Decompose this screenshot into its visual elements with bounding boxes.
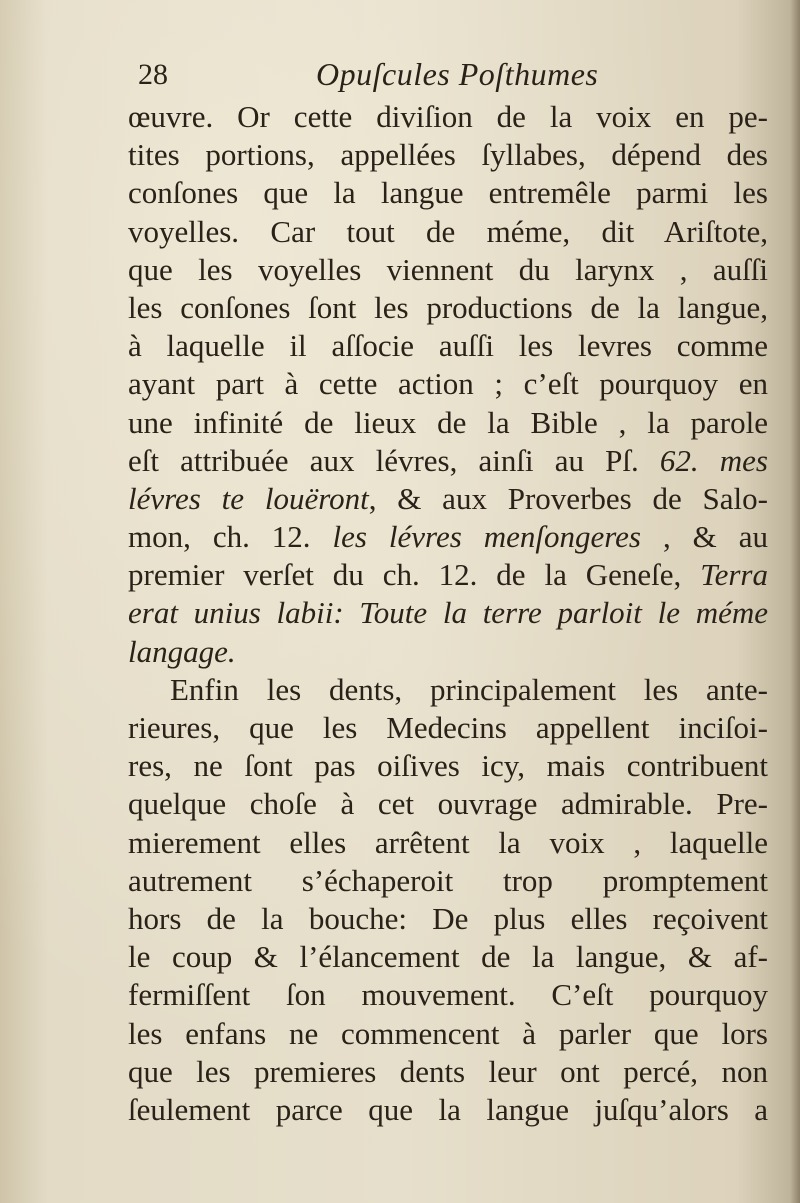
page-number: 28 (138, 58, 168, 91)
text-segment: œuvre. Or cette diviſion de la voix en pe- (128, 99, 768, 134)
text-segment: eſt attribuée aux lévres, ainſi au Pſ. (128, 442, 660, 478)
text-line (128, 1015, 768, 1053)
italic-text: les lévres menſongeres (332, 519, 641, 555)
text-segment: hors de la bouche: De plus elles reçoivent (128, 900, 768, 936)
text-segment: fermiſſent ſon mouvement. C’eſt pourquoy (128, 977, 768, 1013)
text-segment: tites portions, appellées ſyllabes, dépend des (128, 137, 768, 173)
text-segment: que les voyelles viennent du larynx , auſſi (128, 251, 768, 287)
text-line (128, 671, 768, 709)
text-line (128, 136, 768, 174)
text-line (128, 709, 768, 747)
text-line (128, 976, 768, 1014)
text-line (128, 824, 768, 862)
text-line (128, 289, 768, 327)
text-segment: voyelles. Car tout de méme, dit Ariſtote, (128, 213, 768, 249)
text-line (128, 1053, 768, 1091)
text-line (128, 404, 768, 442)
text-segment: les enfans ne commencent à parler que lors (128, 1015, 768, 1051)
text-line (128, 594, 768, 632)
italic-text: lévres te louëront (128, 480, 369, 516)
text-line (128, 327, 768, 365)
text-segment: quelque choſe à cet ouvrage admirable. Pre- (128, 786, 768, 822)
text-segment: ayant part à cette action ; c’eſt pourquoy en (128, 366, 768, 402)
running-header (138, 50, 618, 98)
text-line (128, 633, 768, 671)
text-line (128, 785, 768, 823)
text-line (128, 480, 768, 518)
italic-text: Terra (700, 557, 768, 593)
text-segment: , & aux Proverbes de Salo- (368, 480, 768, 516)
text-segment: à laquelle il aſſocie auſſi les levres comme (128, 328, 768, 364)
text-line (128, 556, 768, 594)
text-line (128, 862, 768, 900)
text-line (128, 213, 768, 251)
text-line (128, 1091, 768, 1129)
italic-text: erat unius labii: Toute la terre parloit le méme (128, 595, 768, 631)
text-line (128, 938, 768, 976)
text-segment: les conſones ſont les productions de la langue, (128, 289, 768, 325)
text-segment: conſones que la langue entremêle parmi les (128, 175, 768, 211)
text-segment: res, ne ſont pas oiſives icy, mais contribuent (128, 748, 768, 784)
text-line (128, 900, 768, 938)
text-segment: ſeulement parce que la langue juſqu’alors a (128, 1091, 768, 1127)
text-segment: le coup & l’élancement de la langue, & af- (128, 939, 768, 975)
text-segment: Enfin les dents, principalement les ante- (170, 671, 768, 707)
italic-text: 62. mes (659, 442, 768, 478)
text-line (128, 365, 768, 403)
text-segment: autrement s’échaperoit trop promptement (128, 862, 768, 898)
text-segment: une infinité de lieux de la Bible , la parole (128, 404, 768, 440)
text-segment: que les premieres dents leur ont percé, non (128, 1053, 768, 1089)
text-segment: , & au (641, 519, 769, 555)
text-line (128, 98, 768, 136)
body-text (128, 98, 768, 1129)
text-line (128, 518, 768, 556)
text-line (128, 747, 768, 785)
text-segment: rieures, que les Medecins appellent inciſoi- (128, 710, 768, 745)
text-line (128, 174, 768, 212)
text-segment: mon, ch. 12. (128, 519, 333, 555)
running-title: Opuſcules Poſthumes (316, 56, 599, 92)
italic-text: langage. (128, 633, 236, 669)
text-segment: mierement elles arrêtent la voix , laquelle (128, 824, 768, 860)
text-line (128, 251, 768, 289)
text-line (128, 442, 768, 480)
text-segment: premier verſet du ch. 12. de la Geneſe, (128, 557, 701, 593)
